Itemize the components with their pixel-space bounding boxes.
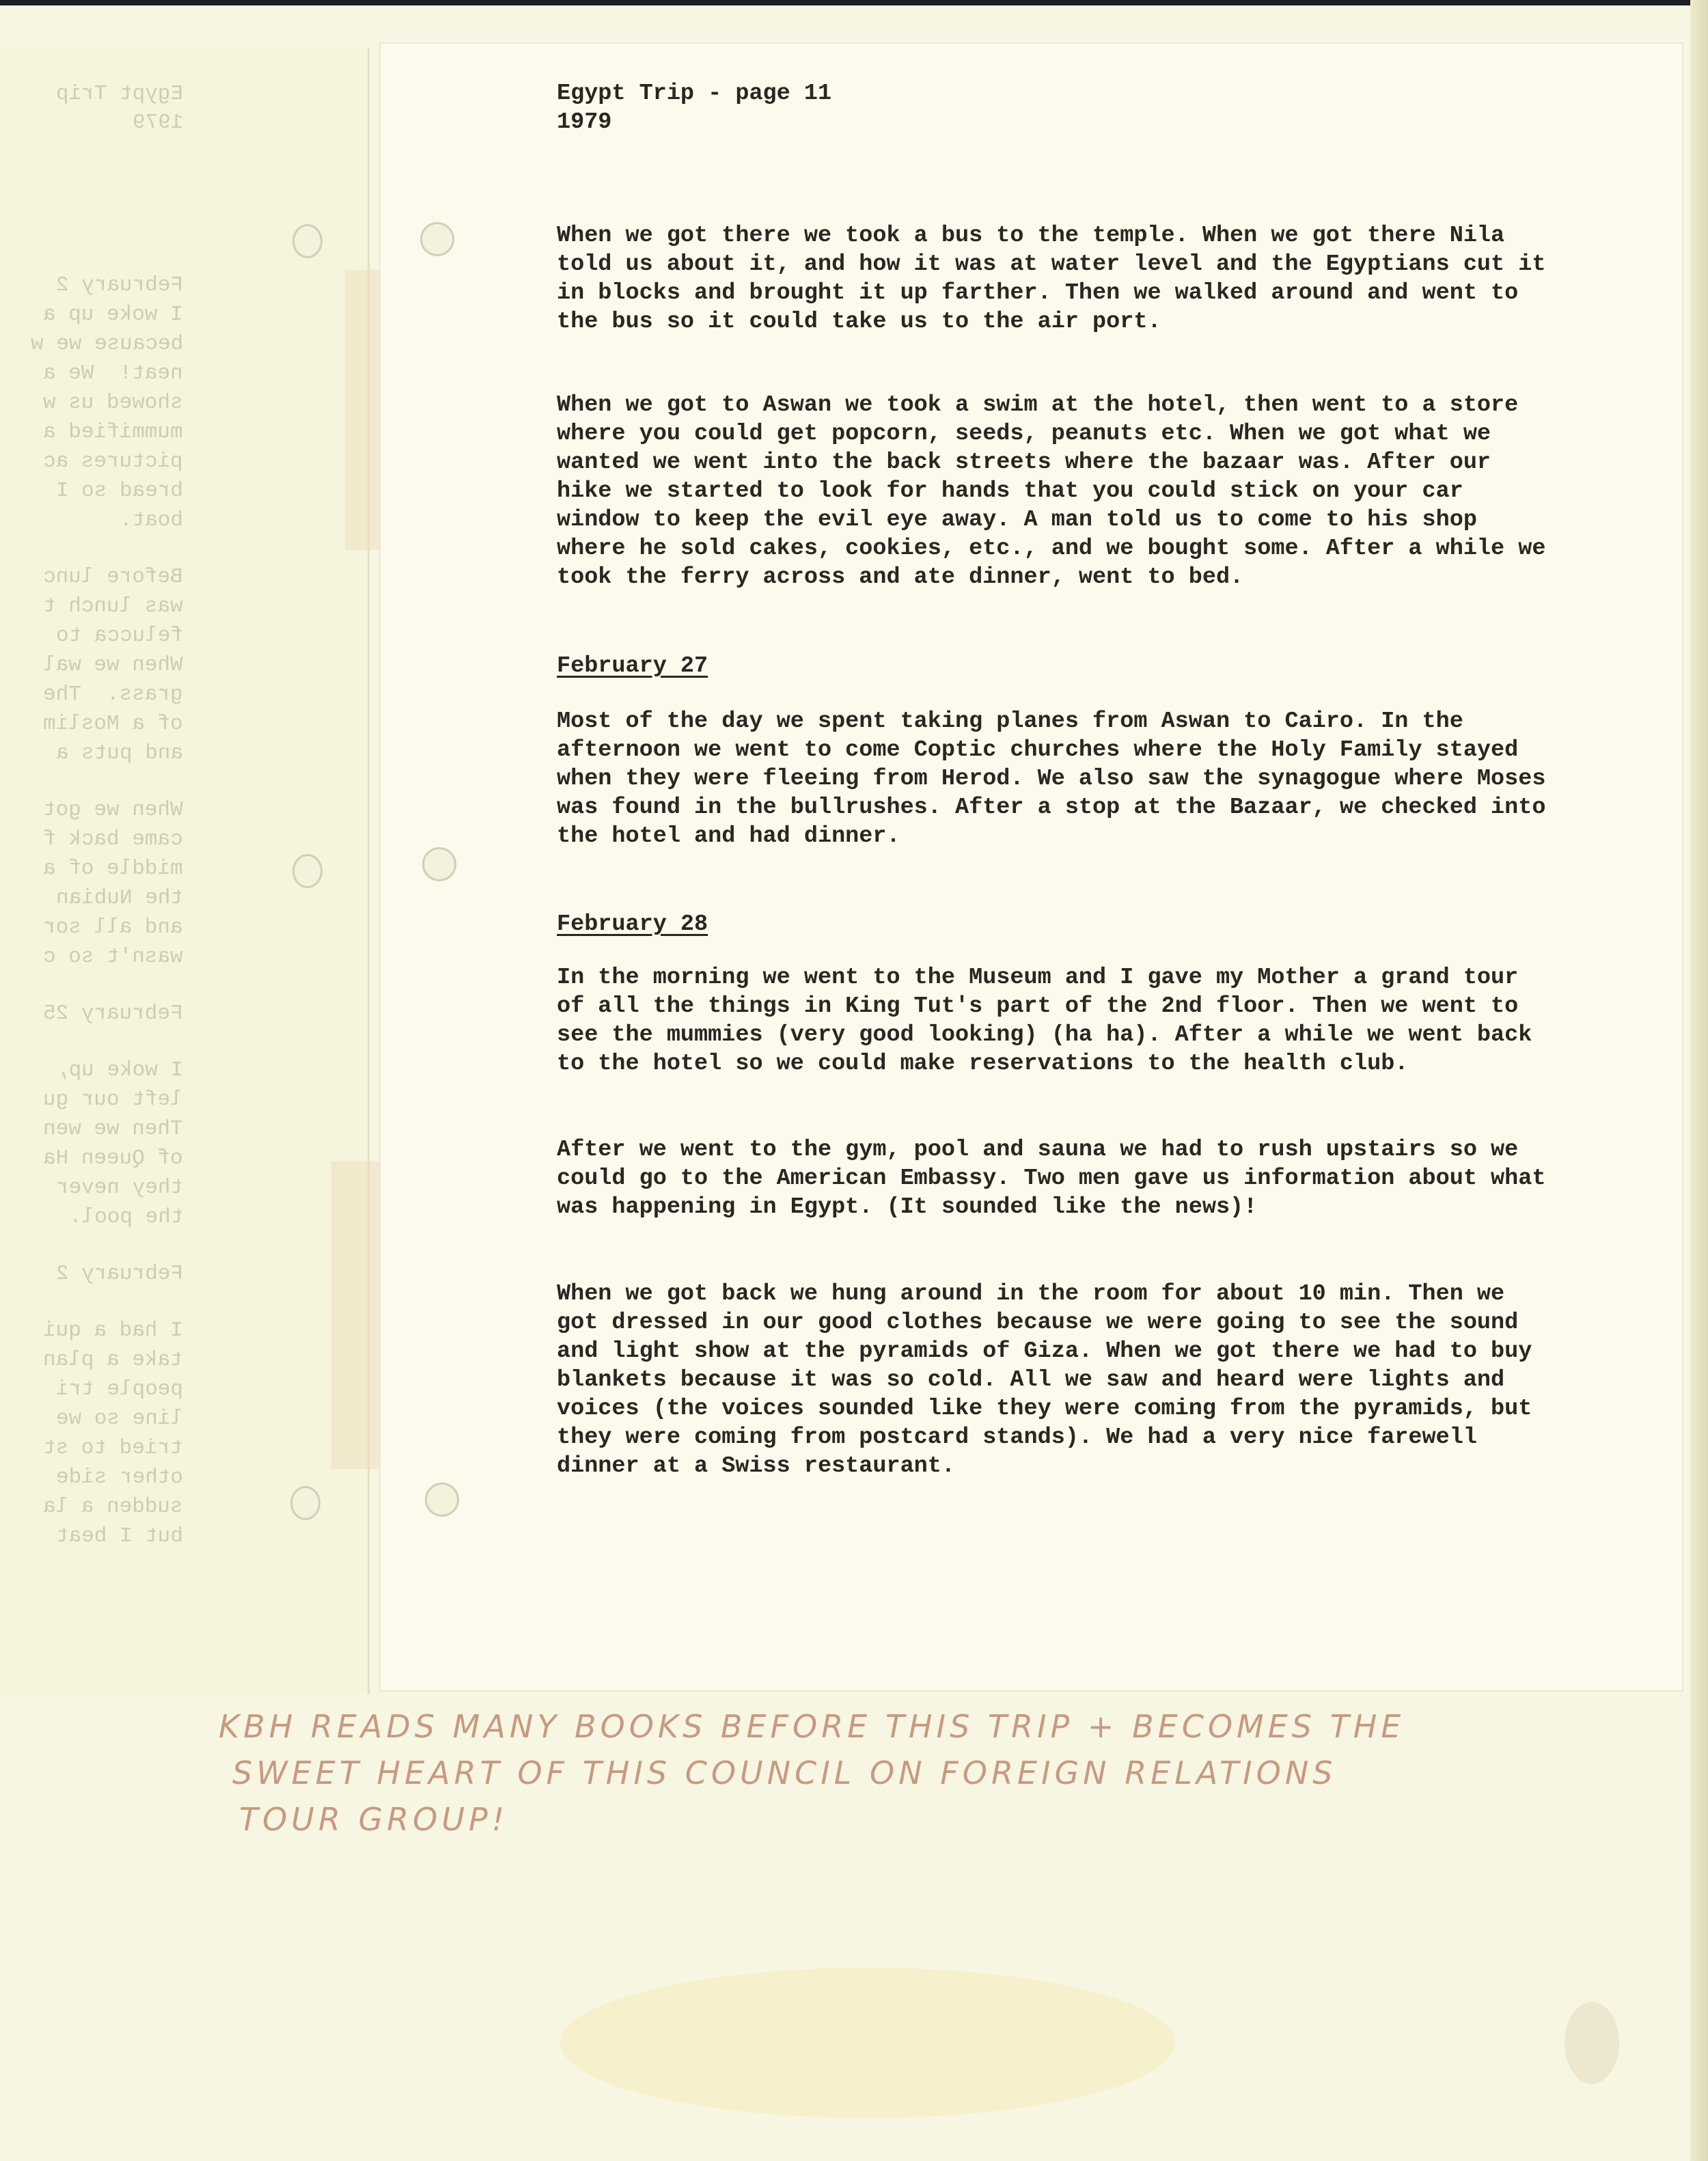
paragraph-text: When we got to Aswan we took a swim at the hotel, then went to a store where you could get popcorn, seeds, peanuts etc. When we got what we wanted we went into the back streets where the bazaar was. After our hike we started to look for hands that you could stick on your car window to keep the evil eye away. A man told us to come to his shop where he sold cakes, cookies, etc., and we bought some. After a while we took the ferry across and ate dinner, went to bed. xyxy=(557,392,1546,590)
ghost-line: February 2 xyxy=(55,1262,183,1286)
ghost-line: take a plan xyxy=(43,1348,183,1372)
ghost-header: Egypt Trip xyxy=(55,82,183,106)
ghost-line: showed us w xyxy=(43,391,183,415)
ghost-line: the pool. xyxy=(68,1205,183,1229)
ghost-line: of a Moslim xyxy=(43,712,183,736)
ghost-line: February 25 xyxy=(43,1002,183,1026)
paragraph-text: When we got there we took a bus to the temple. When we got there Nila told us about it, and how it was at water level and the Egyptians cut it in blocks and brought it up farther. Then we walked around and went to the bus so it could take us to the air port. xyxy=(557,223,1546,335)
ghost-line: of Queen Ha xyxy=(43,1146,183,1170)
ghost-line: Before lunc xyxy=(43,565,183,589)
ghost-line: came back f xyxy=(43,827,183,851)
handwritten-note-line: KBH READS MANY BOOKS BEFORE THIS TRIP + BECOMES THE xyxy=(219,1708,1405,1745)
ghost-line: Then we wen xyxy=(43,1117,183,1141)
page-title: Egypt Trip - page 11 xyxy=(557,81,832,107)
ghost-line: neat! We a xyxy=(43,361,183,385)
ghost-line: tried to st xyxy=(43,1436,183,1460)
ghost-line: I woke up, xyxy=(55,1058,183,1082)
back-page xyxy=(0,48,370,1694)
paragraph-text: In the morning we went to the Museum and I gave my Mother a grand tour of all the things in King Tut's part of the 2nd floor. Then we went to see the mummies (very good looking) (ha ha). After a while we went back to the hotel so we could make reservations to the health club. xyxy=(557,965,1532,1077)
ghost-line: When we got xyxy=(43,798,183,822)
ghost-line: sudden a la xyxy=(43,1495,183,1519)
paragraph xyxy=(557,391,1547,592)
ghost-line: bread so I xyxy=(55,479,183,503)
top-edge xyxy=(0,0,1708,5)
ghost-line: mummified a xyxy=(43,420,183,444)
ghost-line: line so we xyxy=(55,1407,183,1431)
ghost-line: I had a qui xyxy=(43,1319,183,1343)
ghost-line: and puts a xyxy=(55,741,183,765)
paragraph xyxy=(557,1135,1547,1222)
binder-hole xyxy=(420,222,454,256)
paragraph-text: After we went to the gym, pool and sauna we had to rush upstairs so we could go to the American Embassy. Two men gave us information about what was happening in Egypt. (It sounded like the news)! xyxy=(557,1137,1546,1220)
date-heading: February 28 xyxy=(557,911,708,937)
paragraph xyxy=(557,963,1547,1078)
binder-hole xyxy=(425,1483,459,1517)
paragraph xyxy=(557,1280,1547,1481)
paragraph xyxy=(557,221,1547,336)
ghost-line: left our gu xyxy=(43,1088,183,1112)
ghost-line: they never xyxy=(55,1176,183,1200)
date-heading: February 27 xyxy=(557,653,708,679)
ghost-line: When we wal xyxy=(43,653,183,677)
ghost-line: other side xyxy=(55,1465,183,1489)
handwritten-note-line: SWEET HEART OF THIS COUNCIL ON FOREIGN RELATIONS xyxy=(232,1754,1337,1791)
ghost-line: wasn't so c xyxy=(43,945,183,969)
ghost-line: the Nubian xyxy=(55,886,183,910)
paper-stain xyxy=(1565,2002,1619,2084)
binder-hole xyxy=(290,1486,320,1520)
handwritten-note-line: TOUR GROUP! xyxy=(239,1801,509,1838)
binder-hole xyxy=(292,224,322,258)
paragraph xyxy=(557,707,1547,851)
ghost-line: grass. The xyxy=(43,683,183,706)
binder-hole xyxy=(292,854,322,888)
ghost-line: was lunch t xyxy=(43,594,183,618)
ghost-line: but I beat xyxy=(55,1524,183,1548)
ghost-line: people tri xyxy=(55,1377,183,1401)
ghost-line: I woke up a xyxy=(43,303,183,327)
paper-stain xyxy=(560,1968,1175,2118)
ghost-line: because we w xyxy=(30,332,183,356)
ghost-line: and all sor xyxy=(43,916,183,939)
right-edge xyxy=(1690,0,1708,2161)
ghost-line: February 2 xyxy=(55,273,183,297)
binder-hole xyxy=(422,847,456,881)
paragraph-text: Most of the day we spent taking planes from Aswan to Cairo. In the afternoon we went to come Coptic churches where the Holy Family stayed when they were fleeing from Herod. We also saw the synagogue where Moses was found in the bullrushes. After a stop at the Bazaar, we checked into the hotel and had dinner. xyxy=(557,708,1546,849)
ghost-line: middle of a xyxy=(43,857,183,881)
paragraph-text: When we got back we hung around in the room for about 10 min. Then we got dressed in our good clothes because we were going to see the sound and light show at the pyramids of Giza. When we got there we had to buy blankets because it was so cold. All we saw and heard were lights and voices (the voices sounded like they were coming from the pyramids, but they were coming from postcard stands). We had a very nice farewell dinner at a Swiss restaurant. xyxy=(557,1281,1532,1479)
ghost-line: felucca to xyxy=(55,624,183,648)
page-year: 1979 xyxy=(557,109,612,135)
ghost-line: boat. xyxy=(119,508,183,532)
ghost-line: pictures ac xyxy=(43,450,183,473)
ghost-year: 1979 xyxy=(132,111,183,135)
